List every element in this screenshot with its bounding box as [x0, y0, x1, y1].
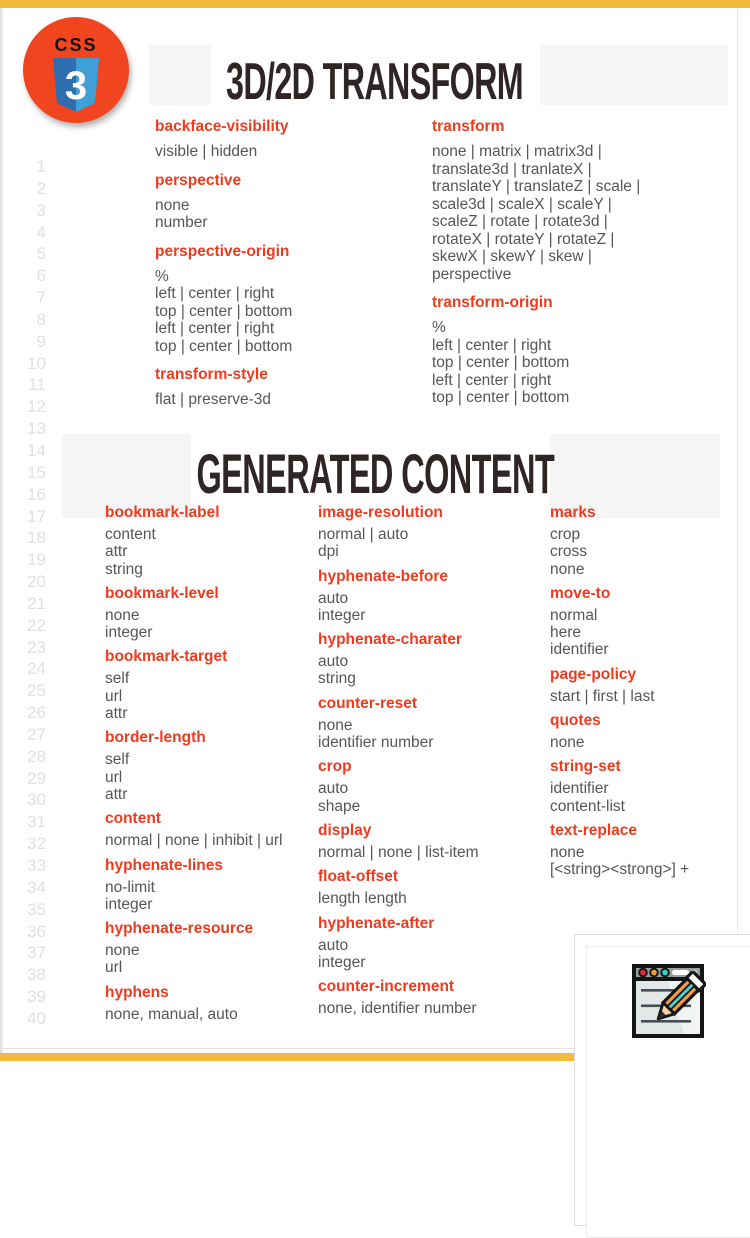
generated-content-column-2: [318, 497, 540, 1017]
property-values-line: left | center | right: [432, 336, 552, 354]
property-values-line: none, manual, auto: [105, 1005, 238, 1023]
line-number: 7: [36, 288, 46, 308]
property-name: transform-style: [155, 366, 268, 383]
property-values-line: url: [105, 959, 123, 977]
property-name: image-resolution: [318, 504, 443, 521]
browser-edit-icon: [630, 962, 706, 1040]
property-values-line: dpi: [318, 543, 339, 561]
line-number: 22: [27, 615, 46, 635]
property-name: hyphenate-charater: [318, 631, 462, 649]
property-values-line: url: [105, 687, 123, 705]
line-number: 28: [27, 746, 46, 766]
property-values-line: visible | hidden: [155, 143, 258, 160]
line-number: 14: [27, 440, 46, 460]
property-values-line: scaleZ | rotate | rotate3d |: [432, 213, 608, 230]
property-values-line: integer: [318, 606, 366, 624]
property-name: float-offset: [318, 868, 399, 886]
section-title-generated-content: GENERATED CONTENT: [196, 442, 554, 505]
property-name: backface-visibility: [155, 118, 289, 135]
property-group: [318, 978, 540, 1017]
property-values-line: length length: [318, 890, 407, 908]
property-group: [105, 729, 313, 803]
page-left-edge: [0, 8, 4, 1053]
property-values-line: none: [550, 843, 585, 861]
property-values-line: identifier number: [318, 734, 434, 752]
property-group: [105, 585, 313, 642]
line-number: 20: [27, 572, 46, 592]
property-name: page-policy: [550, 665, 637, 683]
property-values-line: none: [318, 716, 353, 734]
property-values-line: attr: [105, 543, 128, 561]
property-name: marks: [550, 504, 596, 521]
property-group: [105, 504, 313, 578]
property-group: [318, 695, 540, 752]
property-values-line: normal: [550, 606, 598, 624]
property-group: [155, 366, 423, 409]
property-group: [550, 504, 746, 578]
property-values-line: translate3d | tranlateX |: [432, 160, 592, 178]
line-number: 38: [27, 965, 46, 985]
line-number: 31: [27, 812, 46, 832]
property-name: counter-increment: [318, 978, 455, 996]
property-values-line: auto: [318, 780, 349, 798]
property-values-line: none, identifier number: [318, 1000, 477, 1018]
line-number: 19: [27, 550, 46, 570]
property-name: bookmark-level: [105, 584, 219, 602]
property-values-line: top | center | bottom: [155, 337, 293, 355]
line-number: 26: [27, 703, 46, 723]
property-values-line: none | matrix | matrix3d |: [432, 143, 602, 160]
line-number: 23: [27, 637, 46, 657]
generated-content-column-3: [550, 497, 746, 879]
property-name: hyphenate-lines: [105, 856, 223, 874]
line-number: 1: [36, 157, 46, 176]
property-group: [105, 984, 313, 1023]
property-name: transform: [432, 118, 505, 135]
property-values-line: content-list: [550, 797, 625, 815]
logo-brand-text: CSS: [54, 35, 98, 55]
property-group: [155, 172, 423, 232]
line-number: 21: [27, 593, 46, 613]
line-number: 30: [27, 790, 46, 810]
property-values-line: none: [105, 942, 140, 960]
property-name: bookmark-target: [105, 648, 228, 666]
property-values-line: perspective: [432, 265, 512, 283]
section-title-transform: 3D/2D TRANSFORM: [226, 53, 524, 111]
property-group: [550, 758, 746, 815]
line-number: 15: [27, 462, 46, 482]
property-group: [318, 758, 540, 815]
property-values-line: scale3d | scaleX | scaleY |: [432, 195, 612, 213]
property-values-line: rotateX | rotateY | rotateZ |: [432, 230, 615, 248]
line-number: 33: [27, 856, 46, 875]
property-values-line: [<string><strong>] +: [550, 861, 690, 879]
property-values-line: string: [318, 670, 356, 688]
property-values-line: auto: [318, 589, 349, 607]
property-values-line: none: [550, 734, 585, 752]
property-name: text-replace: [550, 821, 638, 839]
property-values-line: auto: [318, 653, 349, 671]
property-values-line: %: [432, 319, 446, 336]
transform-column-left: [155, 107, 423, 409]
line-number: 37: [27, 943, 46, 963]
line-number: 36: [27, 921, 46, 941]
property-name: transform-origin: [432, 294, 553, 311]
property-group: [432, 118, 722, 283]
property-group: [318, 568, 540, 625]
generated-content-column-1: [105, 497, 313, 1023]
property-values-line: no-limit: [105, 878, 155, 896]
top-frame-bar: [0, 0, 750, 8]
property-name: quotes: [550, 712, 601, 730]
line-number: 18: [27, 528, 46, 548]
property-values-line: auto: [318, 936, 349, 954]
property-name: crop: [318, 758, 352, 776]
property-group: [318, 915, 540, 972]
property-name: display: [318, 821, 372, 839]
line-number: 9: [36, 331, 46, 351]
line-number: 40: [27, 1008, 46, 1028]
property-values-line: top | center | bottom: [432, 354, 570, 371]
property-name: move-to: [550, 584, 611, 602]
line-number: 3: [36, 200, 46, 220]
property-values-line: normal | none | list-item: [318, 843, 479, 861]
property-values-line: left | center | right: [155, 320, 275, 337]
property-values-line: shape: [318, 797, 361, 815]
property-name: counter-reset: [318, 694, 418, 712]
property-values-line: attr: [105, 785, 128, 803]
property-name: hyphenate-resource: [105, 920, 254, 938]
property-name: hyphenate-after: [318, 914, 435, 932]
line-number: 34: [27, 877, 46, 897]
property-values-line: content: [105, 526, 156, 543]
property-name: perspective-origin: [155, 242, 290, 260]
property-values-line: top | center | bottom: [432, 389, 570, 406]
line-number: 39: [27, 987, 46, 1007]
property-group: [318, 504, 540, 561]
bottom-divider-line: [0, 1048, 577, 1049]
property-values-line: cross: [550, 543, 588, 561]
property-values-line: none: [105, 606, 140, 624]
property-group: [105, 648, 313, 722]
line-number: 27: [27, 724, 46, 744]
property-values-line: normal | auto: [318, 526, 409, 543]
line-number: 12: [27, 397, 46, 417]
logo-number-text: 3: [64, 64, 88, 108]
line-number: 8: [36, 309, 46, 329]
property-group: [105, 857, 313, 914]
property-group: [550, 666, 746, 705]
line-numbers: [16, 156, 46, 1030]
line-number: 25: [27, 681, 46, 701]
line-number: 11: [28, 375, 46, 395]
property-group: [550, 585, 746, 659]
property-group: [155, 118, 423, 161]
line-number: 35: [27, 899, 46, 919]
line-number: 32: [27, 834, 46, 854]
property-name: string-set: [550, 758, 621, 776]
transform-column-right: [432, 107, 722, 407]
property-values-line: normal | none | inhibit | url: [105, 832, 283, 850]
line-number: 5: [36, 244, 46, 264]
property-name: border-length: [105, 729, 206, 747]
property-values-line: left | center | right: [432, 371, 552, 389]
line-number: 6: [36, 266, 46, 286]
property-group: [432, 294, 722, 407]
property-group: [318, 631, 540, 688]
property-values-line: number: [155, 214, 208, 231]
line-number: 29: [27, 768, 46, 788]
property-name: bookmark-label: [105, 504, 220, 521]
property-values-line: start | first | last: [550, 687, 655, 705]
property-group: [318, 868, 540, 907]
property-name: content: [105, 810, 161, 828]
property-group: [105, 810, 313, 849]
line-number: 2: [36, 178, 46, 198]
property-values-line: skewX | skewY | skew |: [432, 248, 592, 265]
property-values-line: integer: [105, 624, 153, 642]
property-group: [318, 822, 540, 861]
property-group: [155, 243, 423, 356]
property-values-line: integer: [105, 895, 153, 913]
line-number: 24: [27, 659, 46, 679]
property-name: hyphens: [105, 983, 169, 1001]
line-number: 16: [27, 484, 46, 504]
property-values-line: none: [550, 560, 585, 578]
line-number: 17: [27, 506, 46, 526]
property-values-line: attr: [105, 705, 128, 723]
line-number: 10: [27, 353, 46, 373]
property-values-line: flat | preserve-3d: [155, 391, 272, 408]
property-values-line: %: [155, 267, 169, 285]
property-name: hyphenate-before: [318, 567, 449, 585]
property-values-line: self: [105, 751, 130, 769]
property-values-line: crop: [550, 526, 581, 543]
property-values-line: identifier: [550, 780, 609, 798]
property-values-line: string: [105, 560, 143, 578]
property-group: [550, 822, 746, 879]
property-values-line: self: [105, 670, 130, 688]
property-values-line: identifier: [550, 641, 609, 659]
property-values-line: top | center | bottom: [155, 302, 293, 320]
line-number: 4: [36, 222, 46, 242]
property-name: perspective: [155, 171, 242, 189]
property-values-line: url: [105, 768, 123, 786]
property-values-line: left | center | right: [155, 285, 275, 302]
property-values-line: translateY | translateZ | scale |: [432, 178, 641, 195]
property-group: [105, 920, 313, 977]
property-group: [550, 712, 746, 751]
property-values-line: here: [550, 624, 582, 642]
line-number: 13: [27, 419, 46, 439]
property-values-line: integer: [318, 953, 366, 971]
property-values-line: none: [155, 196, 190, 214]
